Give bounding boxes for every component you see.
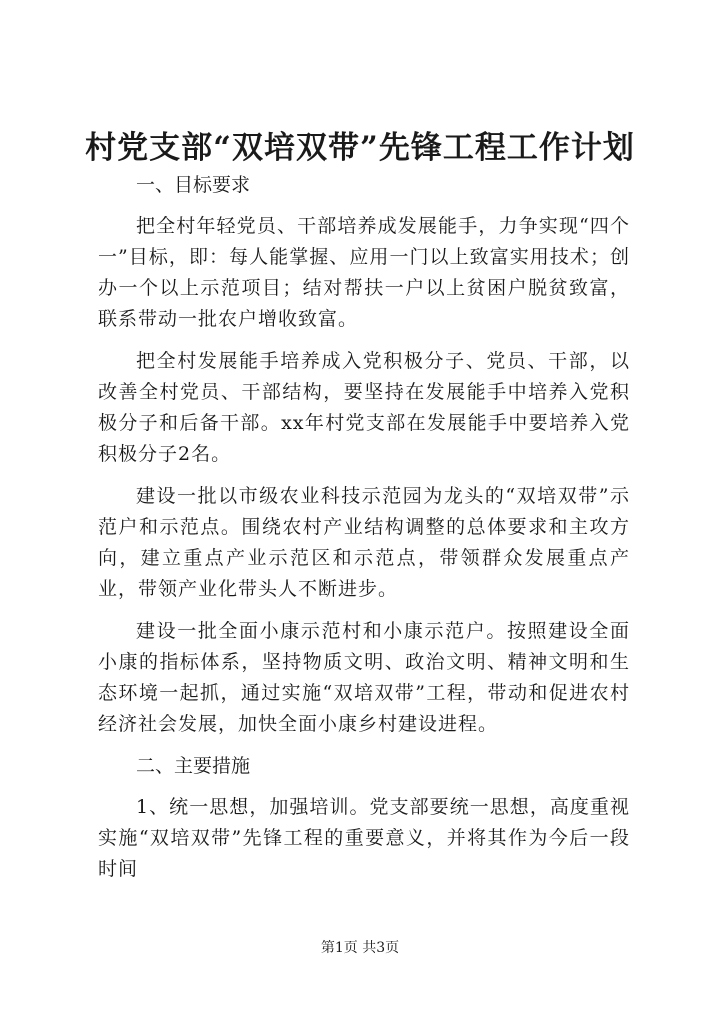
paragraph: 建设一批全面小康示范村和小康示范户。按照建设全面小康的指标体系，坚持物质文明、政治文明、精神文明和生态环境一起抓，通过实施“双培双带”工程，带动和促进农村经济社会发展，加快全面小康乡村建设进程。 [98, 620, 630, 735]
section-heading-measures: 二、主要措施 [136, 755, 251, 777]
section-heading-goals: 一、目标要求 [136, 174, 251, 196]
paragraph: 建设一批以市级农业科技示范园为龙头的“双培双带”示范户和示范点。围绕农村产业结构调整的总体要求和主攻方向，建立重点产业示范区和示范点，带领群众发展重点产业，带领产业化带头人不断进步。 [98, 485, 630, 600]
page-number-label: 第1页 共3页 [320, 940, 400, 956]
paragraph: 把全村发展能手培养成入党积极分子、党员、干部，以改善全村党员、干部结构，要坚持在发展能手中培养入党积极分子和后备干部。xx年村党支部在发展能手中要培养入党积极分子2名。 [98, 350, 630, 465]
paragraph: 把全村年轻党员、干部培养成发展能手，力争实现“四个一”目标，即：每人能掌握、应用一门以上致富实用技术；创办一个以上示范项目；结对帮扶一户以上贫困户脱贫致富，联系带动一批农户增收致富。 [98, 215, 630, 330]
paragraph: 1、统一思想，加强培训。党支部要统一思想，高度重视实施“双培双带”先锋工程的重要意义，并将其作为今后一段时间 [98, 796, 630, 880]
document-body [98, 170, 630, 885]
document-title: 村党支部“双培双带”先锋工程工作计划 [85, 130, 635, 166]
page-footer [0, 938, 720, 958]
